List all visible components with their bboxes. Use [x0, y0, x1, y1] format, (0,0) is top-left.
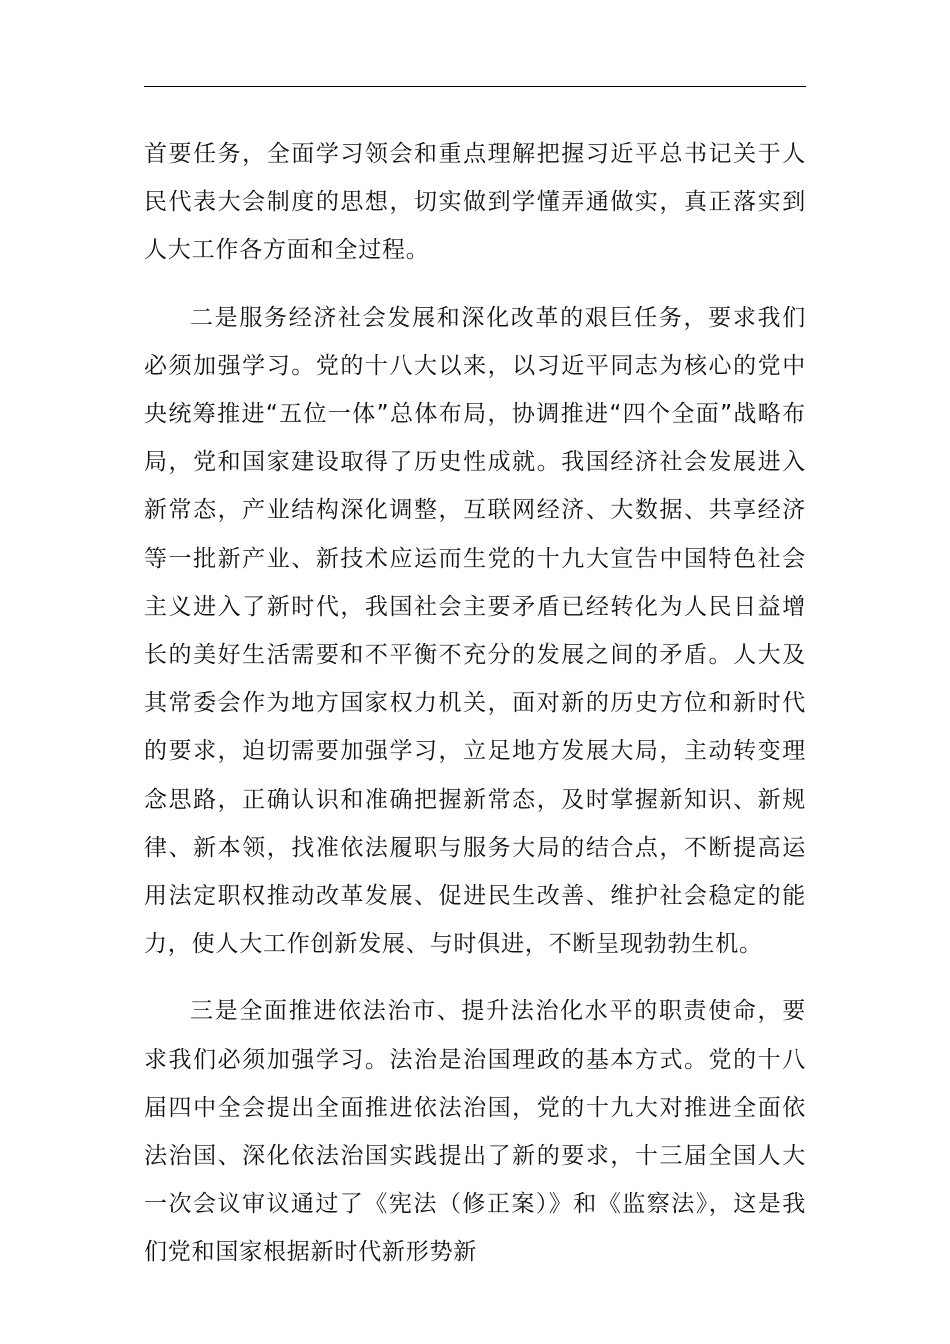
- paragraph-3: 三是全面推进依法治市、提升法治化水平的职责使命，要求我们必须加强学习。法治是治国理政的基本方式。党的十八届四中全会提出全面推进依法治国，党的十九大对推进全面依法治国、深化依法治国实践提出了新的要求，十三届全国人大一次会议审议通过了《宪法（修正案）》和《监察法》，这是我们党和国家根据新时代新形势新: [144, 998, 806, 1266]
- header-rule: [144, 86, 806, 87]
- paragraph-2: 二是服务经济社会发展和深化改革的艰巨任务，要求我们必须加强学习。党的十八大以来，以习近平同志为核心的党中央统筹推进“五位一体”总体布局，协调推进“四个全面”战略布局，党和国家建设取得了历史性成就。我国经济社会发展进入新常态，产业结构深化调整，互联网经济、大数据、共享经济等一批新产业、新技术应运而生党的十九大宣告中国特色社会主义进入了新时代，我国社会主要矛盾已经转化为人民日益增长的美好生活需要和不平衡不充分的发展之间的矛盾。人大及其常委会作为地方国家权力机关，面对新的历史方位和新时代的要求，迫切需要加强学习，立足地方发展大局，主动转变理念思路，正确认识和准确把握新常态，及时掌握新知识、新规律、新本领，找准依法履职与服务大局的结合点，不断提高运用法定职权推动改革发展、促进民生改善、维护社会稳定的能力，使人大工作创新发展、与时俱进，不断呈现勃勃生机。: [144, 304, 806, 958]
- document-body: [144, 130, 806, 1277]
- paragraph-1: 首要任务，全面学习领会和重点理解把握习近平总书记关于人民代表大会制度的思想，切实做到学懂弄通做实，真正落实到人大工作各方面和全过程。: [144, 141, 806, 264]
